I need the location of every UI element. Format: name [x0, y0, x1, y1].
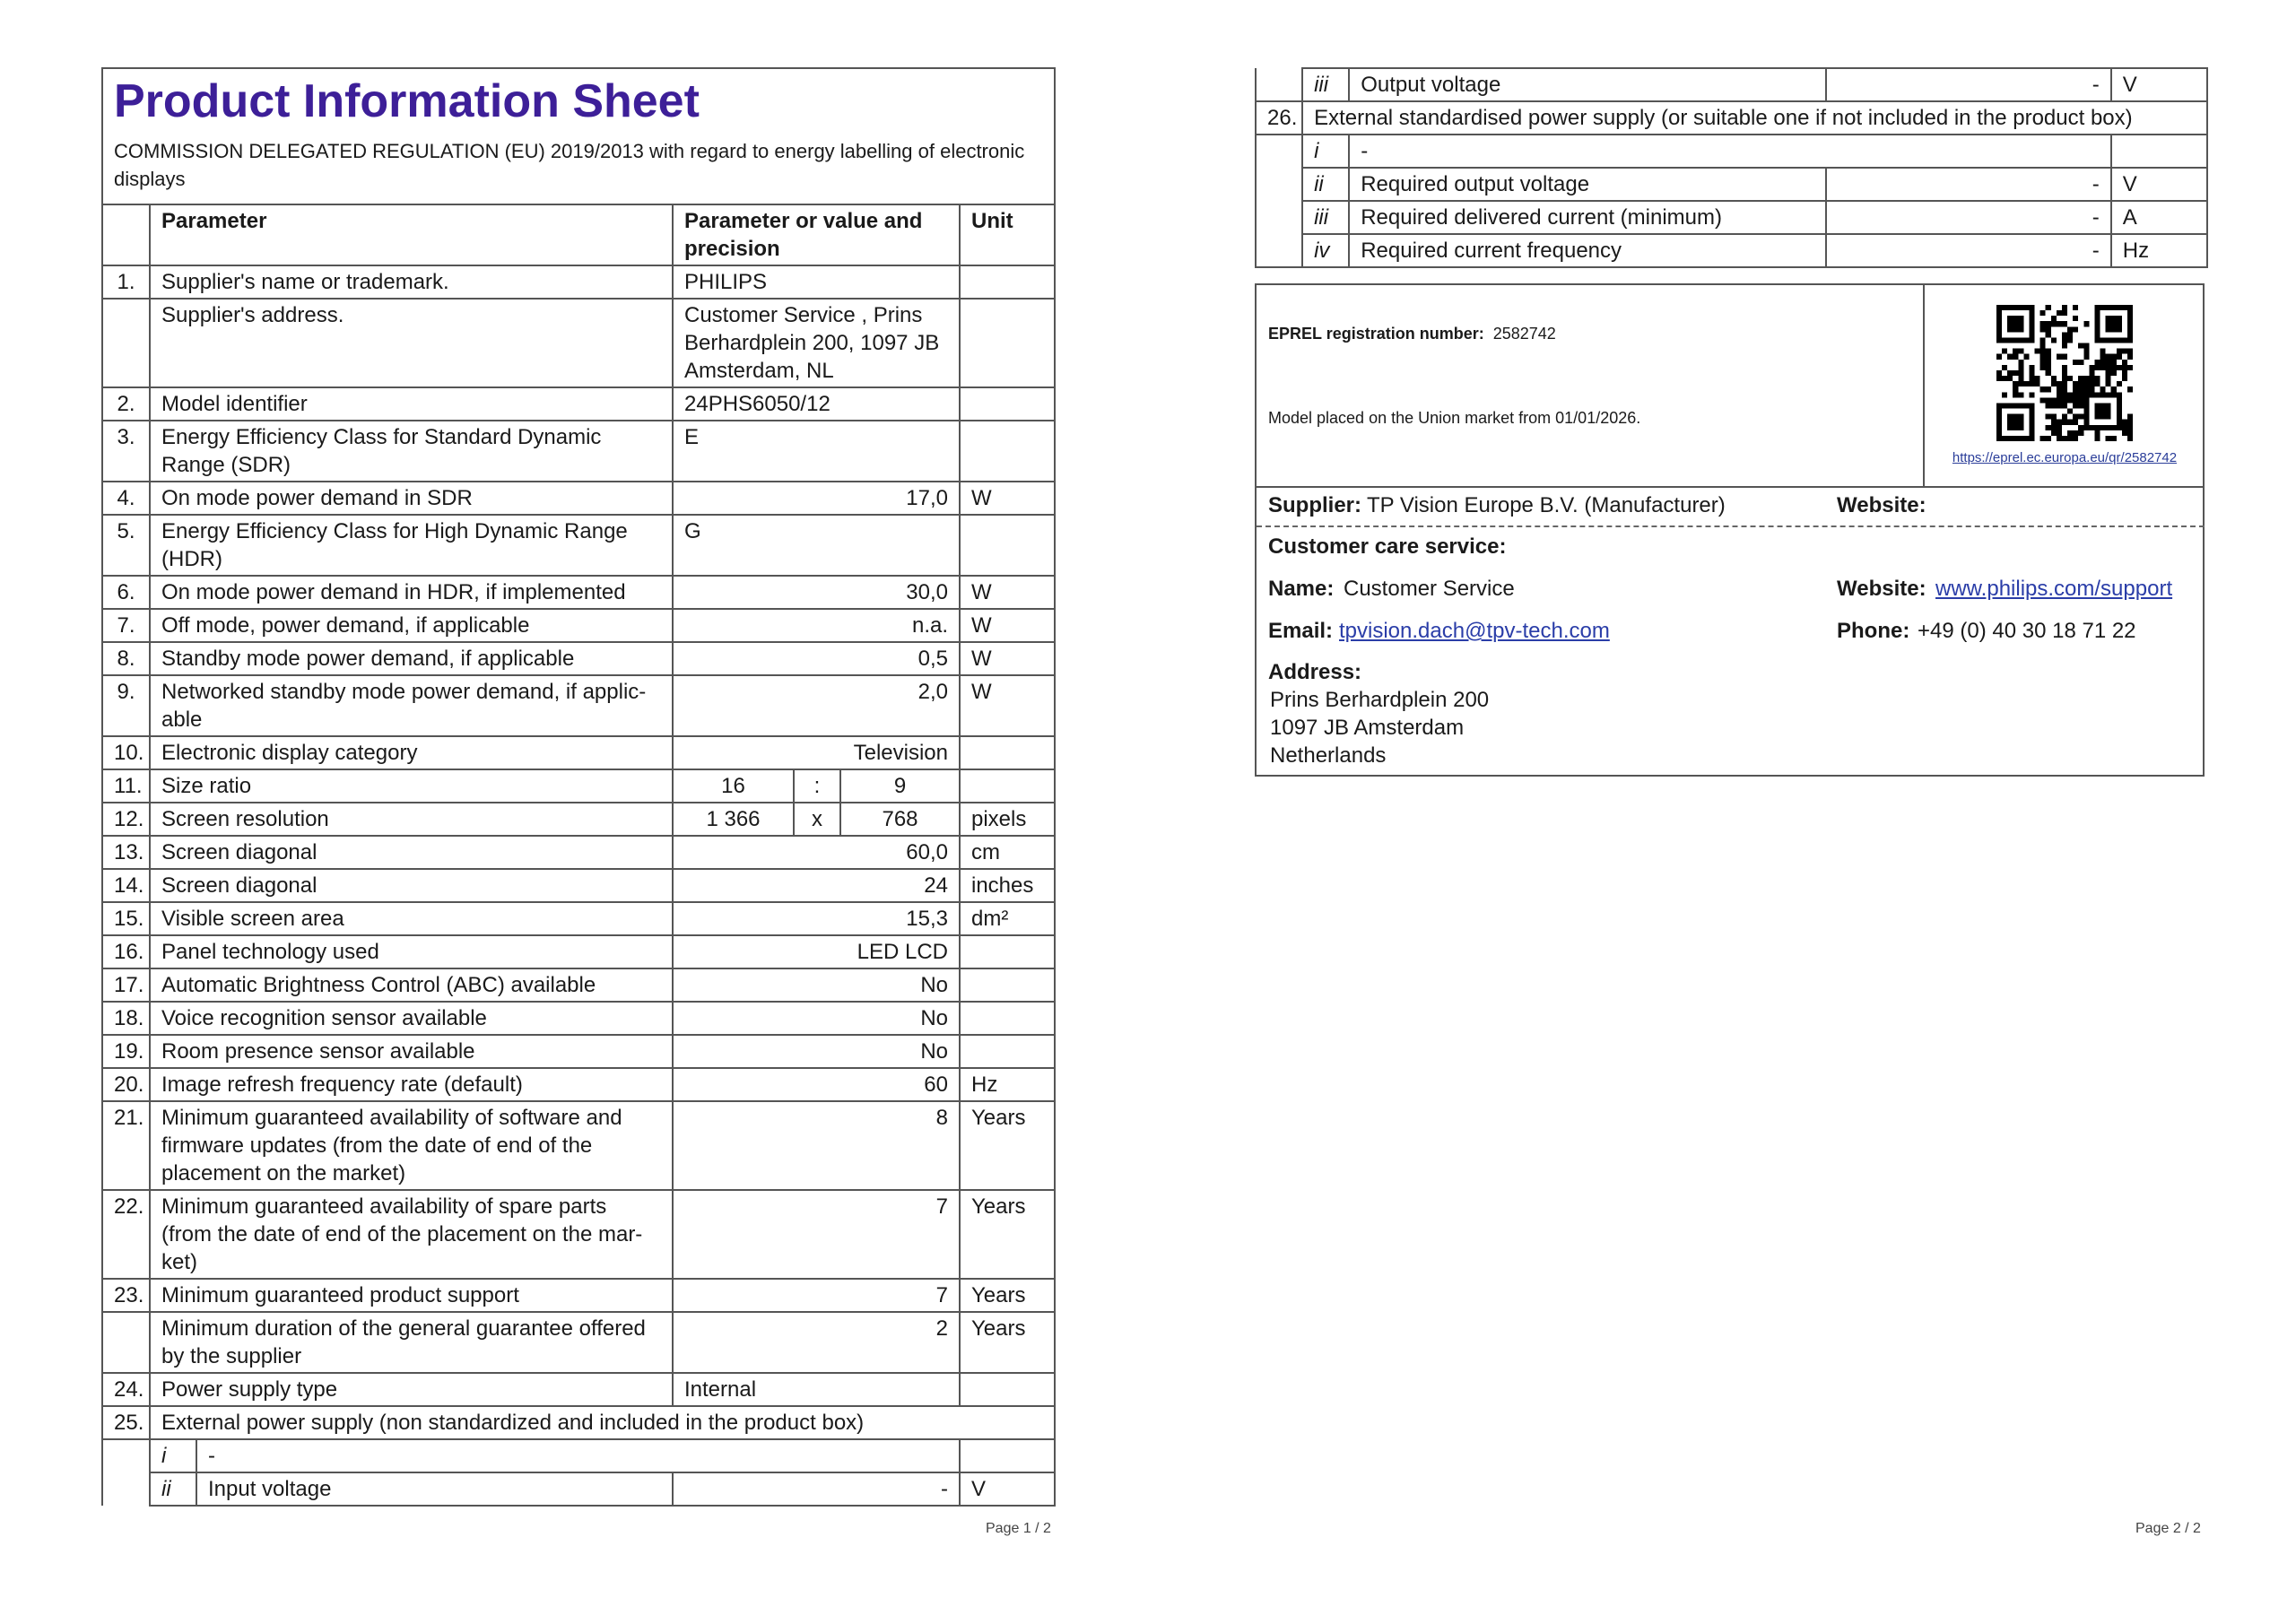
table-row	[102, 1002, 1055, 1035]
row-unit	[960, 421, 1055, 482]
row-value-1: 1 366	[673, 803, 794, 836]
table-row	[1256, 168, 2207, 201]
row-parameter: Voice recognition sensor available	[150, 1002, 673, 1035]
row-value-1: 16	[673, 769, 794, 803]
market-placement-date: Model placed on the Union market from 01/01/2026.	[1268, 409, 1641, 427]
row-value: 60	[673, 1068, 960, 1101]
row-parameter: Energy Efficiency Class for High Dynamic Range (HDR)	[150, 515, 673, 576]
row-unit: Hz	[960, 1068, 1055, 1101]
row-unit	[960, 515, 1055, 576]
eprel-info	[1257, 285, 1925, 486]
header-unit: Unit	[960, 204, 1055, 265]
table-row	[102, 642, 1055, 675]
row-number: 12.	[102, 803, 150, 836]
eprel-registration-number: 2582742	[1492, 325, 1556, 343]
row-parameter: Minimum guaranteed product support	[150, 1279, 673, 1312]
row-number	[102, 299, 150, 387]
row-unit: inches	[960, 869, 1055, 902]
supplier-name: TP Vision Europe B.V. (Manufacturer)	[1367, 493, 1726, 517]
row-number: 16.	[102, 935, 150, 968]
row-unit: A	[2111, 201, 2207, 234]
qr-link[interactable]: https://eprel.ec.europa.eu/qr/2582742	[1952, 450, 2178, 465]
eprel-box	[1255, 283, 2205, 777]
table-row	[102, 769, 1055, 803]
row-unit: Years	[960, 1101, 1055, 1190]
row-number: 2.	[102, 387, 150, 421]
care-email-label: Email:	[1268, 619, 1334, 643]
row-value: 17,0	[673, 482, 960, 515]
row-unit	[960, 1373, 1055, 1406]
care-website-label: Website:	[1837, 577, 1926, 601]
table-row	[102, 1279, 1055, 1312]
row-number: 9.	[102, 675, 150, 736]
row-unit: pixels	[960, 803, 1055, 836]
address-line: Netherlands	[1270, 743, 1387, 768]
row-parameter: Screen resolution	[150, 803, 673, 836]
row-unit	[960, 736, 1055, 769]
row-unit	[2111, 135, 2207, 168]
row-parameter: Output voltage	[1349, 68, 1826, 101]
row-unit: cm	[960, 836, 1055, 869]
table-row	[1256, 68, 2207, 101]
row-value: No	[673, 968, 960, 1002]
table-row	[102, 1312, 1055, 1373]
row-value: Customer Service , Prins Berhardplein 200, 1097 JB Amsterdam, NL	[673, 299, 960, 387]
row-parameter	[150, 1472, 673, 1506]
row-value-separator: x	[794, 803, 840, 836]
row-number: 23.	[102, 1279, 150, 1312]
row-number: 8.	[102, 642, 150, 675]
table-row	[102, 1101, 1055, 1190]
row-number: 11.	[102, 769, 150, 803]
row-value: No	[673, 1035, 960, 1068]
care-website-link[interactable]: www.philips.com/support	[1935, 577, 2173, 601]
row-number	[102, 1312, 150, 1373]
care-name: Customer Service	[1344, 577, 1515, 601]
table-row	[102, 1035, 1055, 1068]
row-value: 24	[673, 869, 960, 902]
row-unit: V	[2111, 168, 2207, 201]
row-index: i	[1302, 135, 1349, 168]
care-address-label: Address:	[1268, 660, 1362, 684]
power-supply-table	[1255, 67, 2208, 268]
table-row	[102, 609, 1055, 642]
row-value: 2	[673, 1312, 960, 1373]
row-value: -	[1826, 168, 2111, 201]
row-unit: Years	[960, 1312, 1055, 1373]
row-unit	[960, 769, 1055, 803]
address-line: 1097 JB Amsterdam	[1270, 716, 1465, 740]
row-value: PHILIPS	[673, 265, 960, 299]
row-parameter: -	[1349, 135, 2111, 168]
row-value: LED LCD	[673, 935, 960, 968]
row-number: 3.	[102, 421, 150, 482]
row-number: 13.	[102, 836, 150, 869]
row-number: 25.	[102, 1406, 150, 1439]
row-value: G	[673, 515, 960, 576]
row-parameter: Screen diagonal	[150, 869, 673, 902]
row-index: iii	[1302, 201, 1349, 234]
table-row	[102, 299, 1055, 387]
row-value: 8	[673, 1101, 960, 1190]
row-value-2: 9	[840, 769, 960, 803]
row-number: 18.	[102, 1002, 150, 1035]
row-number: 19.	[102, 1035, 150, 1068]
row-unit	[960, 935, 1055, 968]
table-row	[1256, 135, 2207, 168]
address-line: Prins Berhardplein 200	[1270, 688, 1490, 712]
row-unit: Hz	[2111, 234, 2207, 267]
row-value: 15,3	[673, 902, 960, 935]
row-unit: V	[2111, 68, 2207, 101]
row-parameter: Minimum guaranteed availability of spare parts (from the date of end of the placement on the mar-ket)	[150, 1190, 673, 1279]
row-unit: W	[960, 642, 1055, 675]
row-unit	[960, 1002, 1055, 1035]
header-value: Parameter or value and precision	[673, 204, 960, 265]
row-parameter: Energy Efficiency Class for Standard Dynamic Range (SDR)	[150, 421, 673, 482]
row-unit	[960, 265, 1055, 299]
row-value-separator: :	[794, 769, 840, 803]
row-unit	[960, 1035, 1055, 1068]
table-row	[102, 803, 1055, 836]
row-unit: Years	[960, 1190, 1055, 1279]
page-number: Page 2 / 2	[2135, 1521, 2201, 1536]
row-parameter: On mode power demand in HDR, if implemented	[150, 576, 673, 609]
row-parameter: Automatic Brightness Control (ABC) available	[150, 968, 673, 1002]
supplier-row	[1257, 486, 2205, 527]
row-unit	[960, 1439, 1055, 1472]
row-index: iv	[1302, 234, 1349, 267]
row-unit: W	[960, 609, 1055, 642]
row-number: 21.	[102, 1101, 150, 1190]
page-title: Product Information Sheet	[114, 75, 700, 127]
row-value-2: 768	[840, 803, 960, 836]
row-parameter: Minimum duration of the general guarantee offered by the supplier	[150, 1312, 673, 1373]
row-index: ii	[151, 1473, 197, 1505]
row-value: 7	[673, 1190, 960, 1279]
row-unit: V	[960, 1472, 1055, 1506]
row-parameter: Minimum guaranteed availability of software and firmware updates (from the date of end of the placement on the market)	[150, 1101, 673, 1190]
table-row	[1256, 201, 2207, 234]
table-row	[102, 836, 1055, 869]
page-number: Page 1 / 2	[986, 1521, 1051, 1536]
row-index: i	[151, 1440, 197, 1472]
row-value: 24PHS6050/12	[673, 387, 960, 421]
row-parameter: Networked standby mode power demand, if applic-able	[150, 675, 673, 736]
row-unit: dm²	[960, 902, 1055, 935]
supplier-label: Supplier:	[1268, 493, 1362, 517]
row-unit: W	[960, 576, 1055, 609]
table-row	[102, 736, 1055, 769]
row-parameter: On mode power demand in SDR	[150, 482, 673, 515]
row-number: 22.	[102, 1190, 150, 1279]
row-value: Television	[673, 736, 960, 769]
row-number: 14.	[102, 869, 150, 902]
row-value: -	[673, 1472, 960, 1506]
table-row	[1256, 234, 2207, 267]
row-value: 0,5	[673, 642, 960, 675]
row-number: 6.	[102, 576, 150, 609]
row-index: ii	[1302, 168, 1349, 201]
row-parameter: Room presence sensor available	[150, 1035, 673, 1068]
row-parameter: Required output voltage	[1349, 168, 1826, 201]
row-value: -	[1826, 234, 2111, 267]
product-information-table	[101, 67, 1056, 1507]
row-parameter: Size ratio	[150, 769, 673, 803]
row-parameter: External standardised power supply (or suitable one if not included in the product box)	[1302, 101, 2207, 135]
row-parameter: Required current frequency	[1349, 234, 1826, 267]
row-value: E	[673, 421, 960, 482]
row-parameter: Off mode, power demand, if applicable	[150, 609, 673, 642]
row-parameter: Supplier's address.	[150, 299, 673, 387]
table-row	[102, 265, 1055, 299]
row-number: 4.	[102, 482, 150, 515]
row-value: 60,0	[673, 836, 960, 869]
page-2	[1148, 0, 2296, 1624]
row-value: -	[1826, 68, 2111, 101]
row-parameter: Image refresh frequency rate (default)	[150, 1068, 673, 1101]
row-number	[102, 1472, 150, 1506]
row-unit	[960, 299, 1055, 387]
table-row	[102, 421, 1055, 482]
row-number: 24.	[102, 1373, 150, 1406]
table-row	[102, 675, 1055, 736]
row-number: 17.	[102, 968, 150, 1002]
qr-section	[1925, 285, 2205, 486]
row-number: 26.	[1256, 101, 1302, 135]
table-row	[102, 576, 1055, 609]
row-unit	[960, 968, 1055, 1002]
care-phone: +49 (0) 40 30 18 71 22	[1918, 619, 2136, 643]
row-number: 20.	[102, 1068, 150, 1101]
row-value: No	[673, 1002, 960, 1035]
care-email-link[interactable]: tpvision.dach@tpv-tech.com	[1339, 619, 1610, 643]
row-parameter: Screen diagonal	[150, 836, 673, 869]
table-row	[102, 1373, 1055, 1406]
table-row	[1256, 101, 2207, 135]
row-parameter: Power supply type	[150, 1373, 673, 1406]
qr-code-icon	[1996, 305, 2133, 441]
row-parameter: External power supply (non standardized and included in the product box)	[150, 1406, 1055, 1439]
row-number: 15.	[102, 902, 150, 935]
row-text: Input voltage	[208, 1477, 332, 1501]
care-phone-label: Phone:	[1837, 619, 1910, 643]
row-text: -	[208, 1444, 215, 1468]
row-parameter: Supplier's name or trademark.	[150, 265, 673, 299]
row-parameter: Model identifier	[150, 387, 673, 421]
table-row	[102, 935, 1055, 968]
eprel-registration-label: EPREL registration number:	[1268, 325, 1484, 343]
table-row	[102, 515, 1055, 576]
table-row	[102, 387, 1055, 421]
table-row	[102, 1190, 1055, 1279]
row-unit: Years	[960, 1279, 1055, 1312]
table-row	[102, 1439, 1055, 1472]
row-number: 10.	[102, 736, 150, 769]
care-name-label: Name:	[1268, 577, 1335, 601]
row-parameter	[150, 1439, 960, 1472]
row-unit	[960, 387, 1055, 421]
customer-care-heading: Customer care service:	[1268, 534, 1507, 559]
row-index: iii	[1302, 68, 1349, 101]
row-value: n.a.	[673, 609, 960, 642]
header-parameter: Parameter	[150, 204, 673, 265]
regulation-subtitle: COMMISSION DELEGATED REGULATION (EU) 2019/2013 with regard to energy labelling of electronic displays	[114, 140, 1025, 190]
table-row	[102, 1406, 1055, 1439]
row-unit: W	[960, 482, 1055, 515]
table-row	[102, 1068, 1055, 1101]
row-value: 2,0	[673, 675, 960, 736]
row-parameter: Electronic display category	[150, 736, 673, 769]
row-value: 30,0	[673, 576, 960, 609]
row-number	[102, 1439, 150, 1472]
table-row	[102, 869, 1055, 902]
row-parameter: Standby mode power demand, if applicable	[150, 642, 673, 675]
eprel-registration	[1268, 325, 1556, 343]
row-number: 7.	[102, 609, 150, 642]
row-value: 7	[673, 1279, 960, 1312]
row-number: 5.	[102, 515, 150, 576]
table-header-row	[102, 204, 1055, 265]
supplier-website-label: Website:	[1837, 493, 1926, 517]
row-value: Internal	[673, 1373, 960, 1406]
row-parameter: Visible screen area	[150, 902, 673, 935]
row-parameter: Required delivered current (minimum)	[1349, 201, 1826, 234]
table-row	[102, 1472, 1055, 1506]
row-value: -	[1826, 201, 2111, 234]
row-number: 1.	[102, 265, 150, 299]
table-row	[102, 902, 1055, 935]
row-unit: W	[960, 675, 1055, 736]
table-row	[102, 968, 1055, 1002]
table-row	[102, 482, 1055, 515]
row-parameter: Panel technology used	[150, 935, 673, 968]
